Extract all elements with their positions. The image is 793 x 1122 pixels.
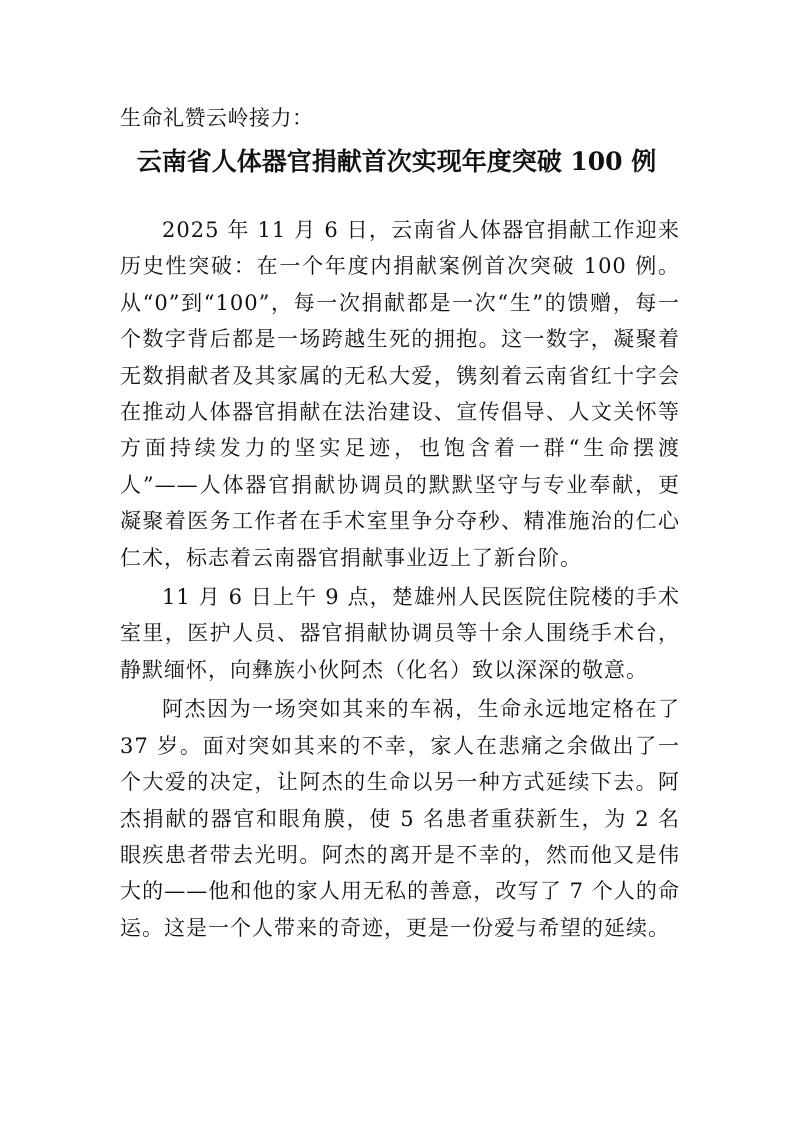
article-body	[120, 212, 680, 946]
body-paragraph: 2025 年 11 月 6 日，云南省人体器官捐献工作迎来历史性突破：在一个年度内捐献案例首次突破 100 例。从“0”到“100”，每一次捐献都是一次“生”的馈赠，每一个数字背后都是一场跨越生死的拥抱。这一数字，凝聚着无数捐献者及其家属的无私大爱，镌刻着云南省红十字会在推动人体器官捐献在法治建设、宣传倡导、人文关怀等方面持续发力的坚实足迹，也饱含着一群“生命摆渡人”——人体器官捐献协调员的默默坚守与专业奉献，更凝聚着医务工作者在手术室里争分夺秒、精准施治的仁心仁术，标志着云南器官捐献事业迈上了新台阶。	[120, 218, 680, 570]
article-title: 云南省人体器官捐献首次实现年度突破 100 例	[136, 147, 657, 176]
body-paragraph: 阿杰因为一场突如其来的车祸，生命永远地定格在了 37 岁。面对突如其来的不幸，家人在悲痛之余做出了一个大爱的决定，让阿杰的生命以另一种方式延续下去。阿杰捐献的器官和眼角膜，使 5 名患者重获新生，为 2 名眼疾患者带去光明。阿杰的离开是不幸的，然而他又是伟大的——他和他的家人用无私的善意，改写了 7 个人的命运。这是一个人带来的奇迹，更是一份爱与希望的延续。	[120, 697, 680, 940]
article-subtitle: 生命礼赞云岭接力：	[120, 106, 314, 130]
body-paragraph: 11 月 6 日上午 9 点，楚雄州人民医院住院楼的手术室里，医护人员、器官捐献协调员等十余人围绕手术台，静默缅怀，向彝族小伙阿杰（化名）致以深深的敬意。	[120, 585, 680, 682]
